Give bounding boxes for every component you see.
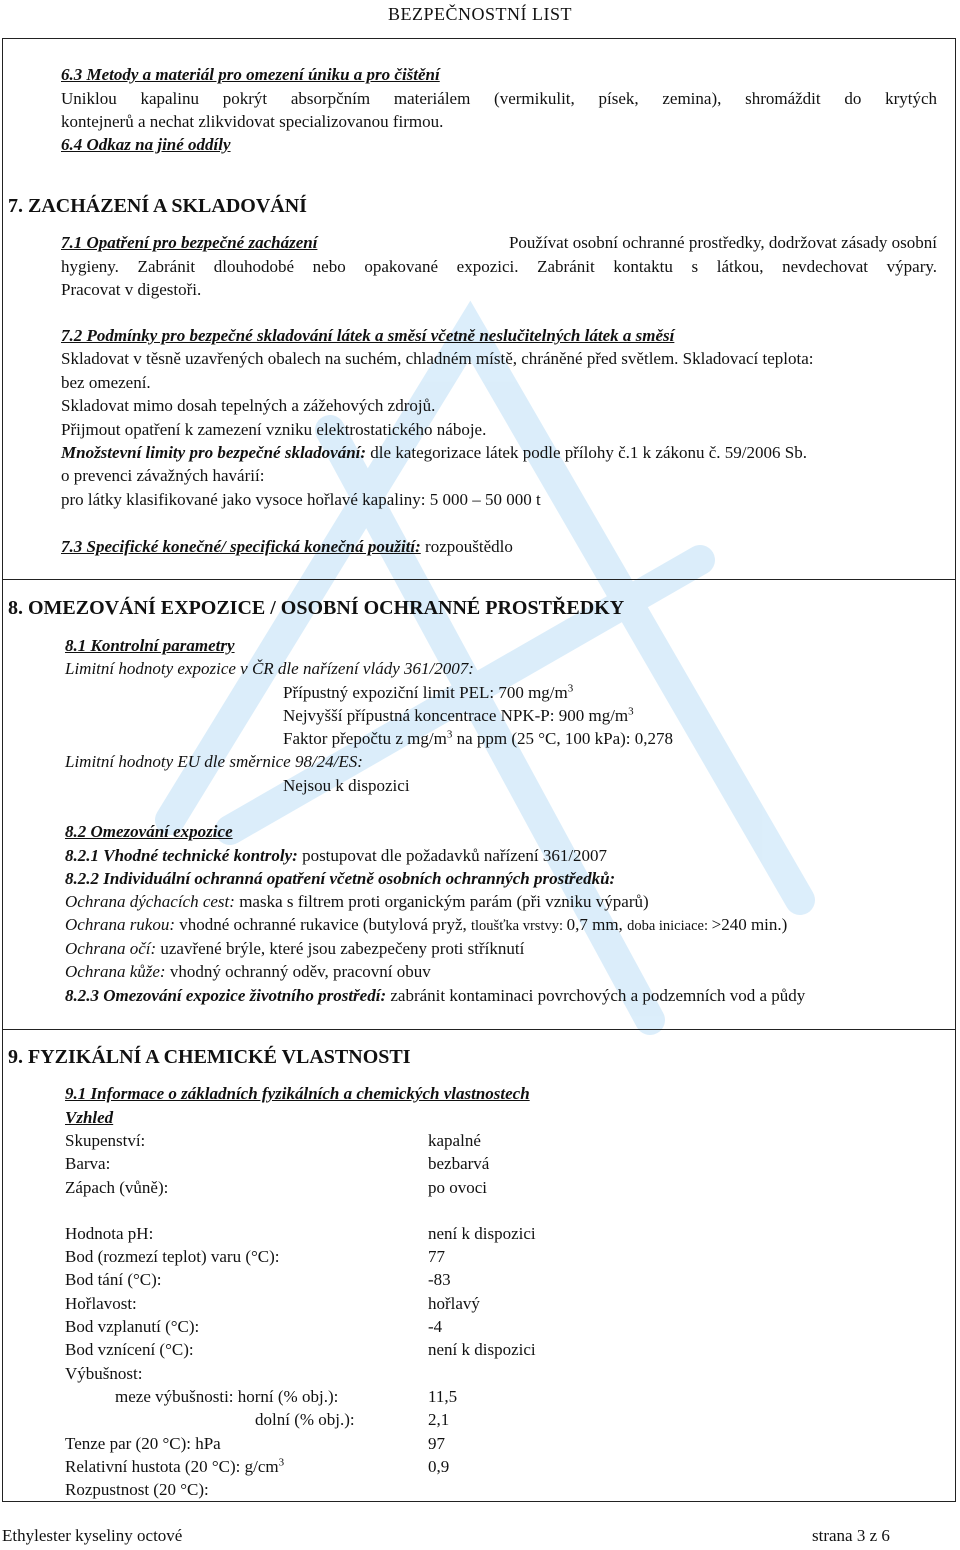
property-label: dolní (% obj.):: [255, 1410, 355, 1429]
property-label: Bod vznícení (°C):: [65, 1340, 194, 1359]
property-label: Bod (rozmezí teplot) varu (°C):: [65, 1247, 280, 1266]
property-value: kapalné: [428, 1131, 481, 1150]
section-8-2-3-line: [65, 985, 805, 1007]
property-label: Skupenství:: [65, 1131, 146, 1150]
property-value: 2,1: [428, 1410, 450, 1429]
hand-label: Ochrana rukou:: [65, 915, 176, 934]
eye-protection-line: [65, 938, 524, 960]
superscript: 3: [446, 728, 453, 741]
property-value: bezbarvá: [428, 1154, 490, 1173]
factor-line: [283, 728, 673, 750]
paragraph-6-3-line: Uniklou kapalinu pokrýt absorpčním materiálem (vermikulit, písek, zemina), shromáždit do krytých: [61, 89, 937, 108]
hand-text: >240 min.): [711, 915, 788, 934]
paragraph-7-1-line: hygieny. Zabránit dlouhodobé nebo opakované expozici. Zabránit kontaktu s látkou, nevdechovat výpary.: [61, 257, 937, 276]
section-9-title: 9. FYZIKÁLNÍ A CHEMICKÉ VLASTNOSTI: [8, 1046, 411, 1068]
eu-limits-label: Limitní hodnoty EU dle směrnice 98/24/ES:: [65, 752, 363, 771]
property-value: není k dispozici: [428, 1224, 536, 1243]
skin-protection-line: [65, 961, 431, 983]
text-7-3: rozpouštědlo: [420, 537, 513, 556]
storage-limits-text: dle kategorizace látek podle přílohy č.1 k zákonu č. 59/2006 Sb.: [366, 443, 807, 462]
heading-6-4: 6.4 Odkaz na jiné oddíly: [61, 135, 231, 154]
storage-limits-label: Množstevní limity pro bezpečné skladování:: [61, 443, 367, 462]
eye-label: Ochrana očí:: [65, 939, 157, 958]
npk-line: [283, 705, 634, 727]
property-value: 11,5: [428, 1387, 458, 1406]
property-value: -4: [428, 1317, 443, 1336]
document-header: BEZPEČNOSTNÍ LIST: [388, 4, 572, 24]
factor-text-end: na ppm (25 °C, 100 kPa): 0,278: [452, 729, 674, 748]
respiratory-text: maska s filtrem proti organickým parám (při vzniku výparů): [234, 892, 649, 911]
paragraph-7-1-line: Pracovat v digestoři.: [61, 280, 202, 299]
paragraph-6-3-line: kontejnerů a nechat zlikvidovat specializovanou firmou.: [61, 112, 444, 131]
eu-limits-value: Nejsou k dispozici: [283, 776, 410, 795]
heading-7-1: 7.1 Opatření pro bezpečné zacházení: [61, 233, 318, 252]
heading-8-2-3: 8.2.3 Omezování expozice životního prostředí:: [65, 986, 387, 1005]
divider: [3, 579, 955, 580]
density-label-line: [65, 1456, 284, 1478]
superscript: 3: [278, 1456, 285, 1469]
property-value: není k dispozici: [428, 1340, 536, 1359]
property-label: Bod vzplanutí (°C):: [65, 1317, 200, 1336]
hand-text-small: tloušťka vrstvy:: [471, 918, 567, 934]
respiratory-label: Ochrana dýchacích cest:: [65, 892, 235, 911]
paragraph-7-1-first-line: [61, 232, 937, 254]
heading-8-2-2: 8.2.2 Individuální ochranná opatření včetně osobních ochranných prostředků:: [65, 869, 616, 888]
property-label: Výbušnost:: [65, 1364, 143, 1383]
npk-text: Nejvyšší přípustná koncentrace NPK-P: 900 mg/m: [283, 706, 629, 725]
heading-8-2-1: 8.2.1 Vhodné technické kontroly:: [65, 846, 298, 865]
footer-product-name: Ethylester kyseliny octové: [2, 1526, 183, 1545]
hand-text-small: doba iniciace:: [627, 918, 712, 934]
text-7-1: Používat osobní ochranné prostředky, dodržovat zásady osobní: [508, 233, 937, 252]
divider: [3, 1029, 955, 1030]
paragraph-7-2-line: Skladovat mimo dosah tepelných a zážehových zdrojů.: [61, 396, 436, 415]
property-label: Tenze par (20 °C): hPa: [65, 1434, 221, 1453]
property-label: Zápach (vůně):: [65, 1178, 169, 1197]
text-8-2-3: zabránit kontaminaci povrchových a podzemních vod a půdy: [386, 986, 806, 1005]
section-8-title: 8. OMEZOVÁNÍ EXPOZICE / OSOBNÍ OCHRANNÉ PROSTŘEDKY: [8, 597, 625, 619]
pel-text: Přípustný expoziční limit PEL: 700 mg/m: [283, 683, 568, 702]
property-label: Hořlavost:: [65, 1294, 137, 1313]
heading-7-2: 7.2 Podmínky pro bezpečné skladování látek a směsí včetně neslučitelných látek a směsí: [61, 326, 675, 345]
footer-page-number: strana 3 z 6: [812, 1526, 890, 1545]
superscript: 3: [628, 705, 634, 718]
property-label: Relativní hustota (20 °C): g/cm: [65, 1457, 279, 1476]
property-value: po ovoci: [428, 1178, 488, 1197]
section-8-2-1-line: [65, 845, 607, 867]
property-label: Bod tání (°C):: [65, 1270, 162, 1289]
property-label: Barva:: [65, 1154, 111, 1173]
hand-text: 0,7 mm,: [566, 915, 628, 934]
section-7-3-line: [61, 536, 513, 558]
storage-limits-line: [61, 442, 807, 464]
property-value: 0,9: [428, 1457, 450, 1476]
text-8-2-1: postupovat dle požadavků nařízení 361/2007: [297, 846, 608, 865]
property-label: Hodnota pH:: [65, 1224, 154, 1243]
section-7-title: 7. ZACHÁZENÍ A SKLADOVÁNÍ: [8, 195, 307, 217]
skin-label: Ochrana kůže:: [65, 962, 166, 981]
factor-text: Faktor přepočtu z mg/m: [283, 729, 447, 748]
property-value: 77: [428, 1247, 445, 1266]
pel-line: [283, 682, 573, 704]
skin-text: vhodný ochranný oděv, pracovní obuv: [165, 962, 431, 981]
eye-text: uzavřené brýle, které jsou zabezpečeny proti stříknutí: [156, 939, 525, 958]
property-value: -83: [428, 1270, 451, 1289]
property-label: Rozpustnost (20 °C):: [65, 1480, 209, 1499]
property-value: 97: [428, 1434, 445, 1453]
superscript: 3: [567, 682, 574, 695]
paragraph-7-2-line: bez omezení.: [61, 373, 151, 392]
paragraph-7-2-line: pro látky klasifikované jako vysoce hořlavé kapaliny: 5 000 – 50 000 t: [61, 490, 541, 509]
property-value: hořlavý: [428, 1294, 480, 1313]
appearance-heading: Vzhled: [65, 1108, 114, 1127]
heading-8-1: 8.1 Kontrolní parametry: [65, 636, 235, 655]
respiratory-protection-line: [65, 891, 649, 913]
heading-8-2: 8.2 Omezování expozice: [65, 822, 233, 841]
cz-limits-label: Limitní hodnoty expozice v ČR dle nařízení vlády 361/2007:: [65, 659, 474, 678]
paragraph-7-2-line: Přijmout opatření k zamezení vzniku elektrostatického náboje.: [61, 420, 487, 439]
heading-9-1: 9.1 Informace o základních fyzikálních a chemických vlastnostech: [65, 1084, 530, 1103]
property-label: meze výbušnosti: horní (% obj.):: [115, 1387, 339, 1406]
hand-text: vhodné ochranné rukavice (butylová pryž,: [175, 915, 471, 934]
paragraph-7-2-line: o prevenci závažných havárií:: [61, 466, 265, 485]
paragraph-7-2-line: Skladovat v těsně uzavřených obalech na suchém, chladném místě, chráněné před světlem. Skladovací teplota:: [61, 349, 814, 368]
heading-7-3: 7.3 Specifické konečné/ specifická konečná použití:: [61, 537, 421, 556]
hand-protection-line: [65, 914, 787, 937]
heading-6-3: 6.3 Metody a materiál pro omezení úniku a pro čištění: [61, 65, 440, 84]
